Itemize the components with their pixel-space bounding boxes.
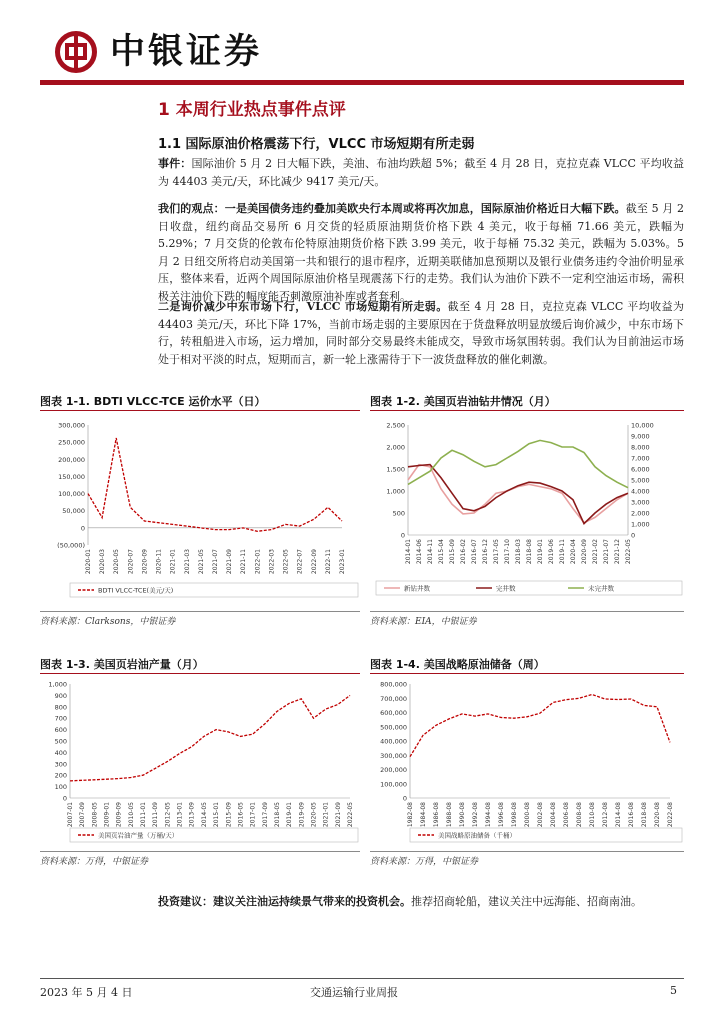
x-tick-label: 2019-11 <box>559 539 566 565</box>
series-line-2 <box>408 440 628 487</box>
y-tick-label: 100 <box>54 783 67 792</box>
y-tick-label: 600 <box>54 726 67 735</box>
footer-report-name: 交通运输行业周报 <box>310 986 398 999</box>
x-tick-label: 2023-01 <box>339 549 346 575</box>
y2-tick-label: 6,000 <box>631 465 650 474</box>
y-tick-label: 300,000 <box>58 421 85 430</box>
y2-tick-label: 9,000 <box>631 432 650 441</box>
x-tick-label: 1990-08 <box>459 802 466 828</box>
figure-2-source-rule <box>370 611 684 612</box>
y-tick-label: 50,000 <box>62 507 85 516</box>
y-tick-label: 500 <box>54 737 67 746</box>
chart-strategic-reserve <box>370 676 684 846</box>
series-line-1 <box>408 465 628 524</box>
x-tick-label: 2021-05 <box>197 549 205 575</box>
x-tick-label: 2015-09 <box>449 539 456 565</box>
x-tick-label: 2009-09 <box>115 802 123 828</box>
x-tick-label: 2008-08 <box>576 802 583 828</box>
x-tick-label: 2016-02 <box>460 539 467 565</box>
y2-tick-label: 10,000 <box>631 421 654 430</box>
footer-date: 2023 年 5 月 4 日 <box>40 986 133 999</box>
x-tick-label: 2010-08 <box>589 802 596 828</box>
x-tick-label: 2022-09 <box>310 549 318 575</box>
investment-advice <box>158 893 684 910</box>
x-tick-label: 2012-05 <box>164 802 172 828</box>
bank-of-china-logo-icon <box>54 30 98 74</box>
figure-3-title: 图表 1-3. 美国页岩油产量（月） <box>40 658 204 671</box>
y-tick-label: 1,000 <box>386 487 405 496</box>
section-title: 1 本周行业热点事件点评 <box>158 100 346 120</box>
x-tick-label: 2022-05 <box>347 802 354 828</box>
x-tick-label: 2021-01 <box>322 802 330 828</box>
x-tick-label: 2016-08 <box>628 802 635 828</box>
x-tick-label: 2021-02 <box>592 539 599 565</box>
x-tick-label: 2013-01 <box>176 802 184 828</box>
y-tick-label: (50,000) <box>57 541 85 550</box>
x-tick-label: 2021-07 <box>212 549 219 575</box>
x-tick-label: 2011-09 <box>152 802 160 828</box>
x-tick-label: 2021-01 <box>169 549 177 575</box>
x-tick-label: 2004-08 <box>550 802 557 828</box>
x-tick-label: 2022-08 <box>667 802 674 828</box>
paragraph-event <box>158 155 684 190</box>
x-tick-label: 2022-03 <box>268 549 276 575</box>
x-tick-label: 2017-05 <box>493 539 500 565</box>
x-tick-label: 2015-04 <box>438 539 445 565</box>
paragraph-vlcc-lead: 二是询价减少中东市场下行，VLCC 市场短期有所走弱。 <box>158 300 448 313</box>
y-tick-label: 100,000 <box>58 490 85 499</box>
x-tick-label: 2020-03 <box>99 549 107 575</box>
figure-1-rule <box>40 410 360 411</box>
legend-label: 新钻井数 <box>404 584 430 593</box>
y-tick-label: 500 <box>392 509 405 518</box>
y-tick-label: 150,000 <box>58 472 85 481</box>
y-tick-label: 200,000 <box>58 455 85 464</box>
y-tick-label: 2,500 <box>386 421 405 430</box>
x-tick-label: 2020-04 <box>570 539 577 565</box>
x-tick-label: 2015-09 <box>225 802 233 828</box>
x-tick-label: 2021-09 <box>334 802 342 828</box>
y-tick-label: 0 <box>80 524 85 533</box>
advice-lead: 投资建议：建议关注油运持续景气带来的投资机会。 <box>158 895 411 908</box>
legend-label: 美国页岩油产量（万桶/天） <box>98 831 179 840</box>
x-tick-label: 2002-08 <box>537 802 544 828</box>
x-tick-label: 2013-09 <box>188 802 196 828</box>
y-tick-label: 600,000 <box>380 709 407 717</box>
figure-1-title: 图表 1-1. BDTI VLCC-TCE 运价水平（日） <box>40 395 266 408</box>
paragraph-view <box>158 200 684 305</box>
chart-bdti-vlcc-tce <box>40 413 360 605</box>
x-tick-label: 2010-05 <box>127 802 135 828</box>
paragraph-vlcc-body: 截至 4 月 28 日，克拉克森 VLCC 平均收益为 44403 美元/天，环比下降 17%，当前市场走弱的主要原因在于货盘释放明显放缓后询价减少，中东市场下行，转租船进入市场，运力增加，同时部分交易最终未能成交，导致市场氛围转弱。我们认为目前油运市场处于相对平淡的时点，短期而言，新一轮上涨需待于下一波货盘释放的催化刺激。 <box>158 300 685 366</box>
figure-3-rule <box>40 673 360 674</box>
chart-shale-drilling <box>370 413 684 605</box>
x-tick-label: 2017-01 <box>249 802 257 828</box>
figure-3-source: 资料来源：万得，中银证券 <box>40 857 149 867</box>
y2-tick-label: 0 <box>631 531 636 540</box>
y2-tick-label: 7,000 <box>631 454 650 463</box>
x-tick-label: 2016-12 <box>482 539 489 565</box>
x-tick-label: 2022-11 <box>324 549 332 575</box>
figure-3-source-rule <box>40 851 360 852</box>
x-tick-label: 2020-01 <box>85 549 92 575</box>
x-tick-label: 2012-08 <box>602 802 609 828</box>
section-subtitle: 1.1 国际原油价格震荡下行，VLCC 市场短期有所走弱 <box>158 137 475 152</box>
x-tick-label: 2021-09 <box>226 549 234 575</box>
figure-4-source-rule <box>370 851 684 852</box>
x-tick-label: 2022-05 <box>282 549 290 575</box>
y-tick-label: 800 <box>54 703 67 712</box>
chart-shale-production <box>40 676 360 846</box>
paragraph-view-body: 截至 5 月 2 日收盘，纽约商品交易所 6 月交货的轻质原油期货价格下跌 4 美元，收于每桶 71.66 美元，跌幅为 5.29%；7 月交货的伦敦布伦特原油期货价格下跌 3.99 美元，收于每桶 75.32 美元，跌幅为 5.03%。5 月 2 日纽交所将启动美国第一共和银行的退市程序，近期美联储加息预期以及银行业债务违约令油价明显承压，整体来看，近两个周国际原油价格呈现震荡下行的走势。我们认为油价下跌不一定利空油运市场，需积极关注油价下跌的幅度能否刺激原油补库或者套利。 <box>158 202 684 303</box>
x-tick-label: 1984-08 <box>420 802 427 828</box>
y-tick-label: 300,000 <box>380 751 407 760</box>
y2-tick-label: 3,000 <box>631 498 650 507</box>
x-tick-label: 2019-09 <box>298 802 306 828</box>
x-tick-label: 2021-03 <box>183 549 191 575</box>
x-tick-label: 2020-05 <box>113 549 121 575</box>
x-tick-label: 2006-08 <box>563 802 570 828</box>
y-tick-label: 250,000 <box>58 438 85 447</box>
report-header <box>40 20 684 84</box>
y-tick-label: 900 <box>54 691 67 700</box>
x-tick-label: 2007-01 <box>67 802 74 828</box>
y2-tick-label: 1,000 <box>631 520 650 529</box>
legend-label: BDTI VLCC-TCE(美元/天) <box>98 586 174 595</box>
x-tick-label: 2014-06 <box>416 539 423 565</box>
y-tick-label: 700,000 <box>380 694 407 703</box>
legend-label: 完井数 <box>496 584 516 593</box>
x-tick-label: 1998-08 <box>511 802 518 828</box>
brand-name: 中银证券 <box>110 32 263 72</box>
paragraph-view-lead: 我们的观点：一是美国债务违约叠加美欧央行本周或将再次加息，国际原油价格近日大幅下跌。 <box>158 202 626 215</box>
x-tick-label: 2021-07 <box>603 539 610 565</box>
y-tick-label: 400,000 <box>380 737 407 746</box>
x-tick-label: 2014-01 <box>405 539 412 565</box>
footer-divider <box>40 978 684 979</box>
x-tick-label: 2020-05 <box>310 802 318 828</box>
figure-2-source: 资料来源：EIA，中银证券 <box>370 617 477 627</box>
x-tick-label: 2014-11 <box>427 539 434 565</box>
x-tick-label: 2022-07 <box>296 549 304 575</box>
series-line-0 <box>410 695 670 757</box>
series-line-0 <box>70 695 350 781</box>
x-tick-label: 2014-05 <box>200 802 208 828</box>
paragraph-event-body: 国际油价 5 月 2 日大幅下跌，美油、布油均跌超 5%；截至 4 月 28 日，克拉克森 VLCC 平均收益为 44403 美元/天，环比减少 9417 美元/天。 <box>158 157 684 188</box>
y2-tick-label: 5,000 <box>631 476 650 485</box>
figure-2-rule <box>370 410 684 411</box>
x-tick-label: 2019-01 <box>286 802 294 828</box>
y-tick-label: 500,000 <box>380 723 407 732</box>
x-tick-label: 1992-08 <box>472 802 479 828</box>
x-tick-label: 2022-05 <box>625 539 632 565</box>
x-tick-label: 2020-08 <box>654 802 661 828</box>
y-tick-label: 1,000 <box>48 680 67 689</box>
x-tick-label: 1996-08 <box>498 802 505 828</box>
figure-1-source-rule <box>40 611 360 612</box>
x-tick-label: 2018-05 <box>273 802 281 828</box>
x-tick-label: 2022-01 <box>254 549 262 575</box>
x-tick-label: 2014-08 <box>615 802 622 828</box>
x-tick-label: 2016-05 <box>237 802 245 828</box>
figure-1-source: 资料来源：Clarksons，中银证券 <box>40 617 176 627</box>
header-divider <box>40 80 684 85</box>
y-tick-label: 200 <box>54 771 67 780</box>
x-tick-label: 2015-01 <box>213 802 221 828</box>
figure-4-rule <box>370 673 684 674</box>
legend-label: 未完井数 <box>588 584 614 593</box>
y-tick-label: 2,000 <box>386 443 405 452</box>
x-tick-label: 2018-08 <box>641 802 648 828</box>
y-tick-label: 800,000 <box>380 680 407 689</box>
x-tick-label: 2008-05 <box>91 802 99 828</box>
x-tick-label: 2019-01 <box>537 539 544 565</box>
x-tick-label: 1994-08 <box>485 802 492 828</box>
figure-4-source: 资料来源：万得，中银证券 <box>370 857 479 867</box>
x-tick-label: 2007-09 <box>79 802 87 828</box>
series-line-0 <box>88 438 342 531</box>
y2-tick-label: 2,000 <box>631 509 650 518</box>
x-tick-label: 2000-08 <box>524 802 531 828</box>
x-tick-label: 2021-11 <box>240 549 248 575</box>
paragraph-vlcc <box>158 298 684 368</box>
paragraph-event-lead: 事件： <box>158 157 192 170</box>
y-tick-label: 0 <box>400 531 405 540</box>
x-tick-label: 2020-09 <box>141 549 149 575</box>
y-tick-label: 300 <box>54 760 67 769</box>
x-tick-label: 2009-01 <box>103 802 111 828</box>
x-tick-label: 2011-01 <box>140 802 148 828</box>
x-tick-label: 1986-08 <box>433 802 440 828</box>
y-tick-label: 100,000 <box>380 780 407 789</box>
x-tick-label: 2019-06 <box>548 539 555 565</box>
x-tick-label: 2021-12 <box>614 539 621 565</box>
figure-2-title: 图表 1-2. 美国页岩油钻井情况（月） <box>370 395 556 408</box>
x-tick-label: 2020-11 <box>155 549 163 575</box>
x-tick-label: 2018-03 <box>515 539 522 565</box>
y2-tick-label: 8,000 <box>631 443 650 452</box>
x-tick-label: 1982-08 <box>407 802 414 828</box>
y-tick-label: 200,000 <box>380 766 407 774</box>
footer-page-number: 5 <box>670 984 677 997</box>
legend-label: 美国战略原油储备（千桶） <box>438 831 516 840</box>
y-tick-label: 0 <box>62 794 67 803</box>
x-tick-label: 1988-08 <box>446 802 453 828</box>
x-tick-label: 2020-07 <box>127 549 135 575</box>
y-tick-label: 0 <box>402 794 407 803</box>
x-tick-label: 2016-07 <box>471 539 478 565</box>
y2-tick-label: 4,000 <box>631 487 650 496</box>
advice-body: 推荐招商轮船，建议关注中远海能、招商南油。 <box>411 895 642 908</box>
x-tick-label: 2018-08 <box>526 539 533 565</box>
y-tick-label: 1,500 <box>386 465 405 474</box>
x-tick-label: 2017-10 <box>504 539 511 565</box>
y-tick-label: 700 <box>54 714 67 723</box>
figure-4-title: 图表 1-4. 美国战略原油储备（周） <box>370 658 545 671</box>
y-tick-label: 400 <box>54 748 67 757</box>
x-tick-label: 2017-09 <box>261 802 269 828</box>
x-tick-label: 2020-09 <box>581 539 588 565</box>
